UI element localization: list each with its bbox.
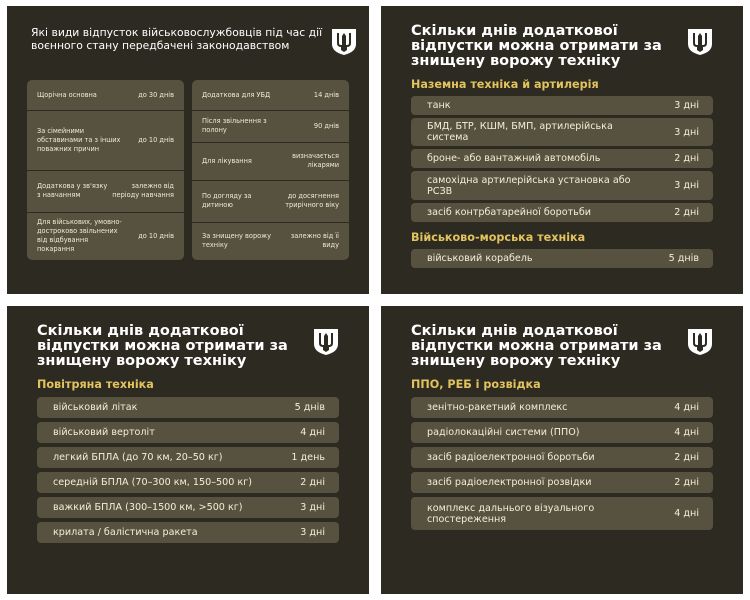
list-item [192,114,349,138]
item-value: 5 днів [294,402,325,413]
item-label: зенітно-ракетний комплекс [427,402,568,413]
item-value: 2 дні [674,452,699,463]
panel-title: Скільки днів додаткової відпустки можна отримати за знищену ворожу техніку [411,323,662,369]
item-value: 4 дні [674,402,699,413]
list-item [411,397,713,418]
item-label: Для лікування [202,156,252,165]
item-label: По догляду за дитиною [202,192,252,209]
list-item [411,472,713,493]
trident-emblem-icon [331,28,357,56]
panel-title: Скільки днів додаткової відпустки можна отримати за знищену ворожу техніку [37,323,288,369]
item-value: залежно від періоду навчання [112,182,174,199]
list-item [411,171,713,200]
item-label: засіб радіоелектронної боротьби [427,452,595,463]
list-item [192,86,349,104]
item-label: комплекс дальнього візуального спостереження [427,502,595,525]
list-item [27,86,184,104]
item-label: важкий БПЛА (300–1500 км, >500 кг) [53,502,243,513]
item-value: 3 дні [674,126,699,138]
item-value: визначається лікарями [292,152,339,169]
item-value: 90 днів [313,121,339,130]
item-value: 3 дні [674,180,699,191]
section-heading: ППО, РЕБ і розвідка [411,378,541,391]
list-item [37,422,339,443]
list-item [192,146,349,176]
item-value: 14 днів [313,90,339,99]
panel-title: Скільки днів додаткової відпустки можна отримати за знищену ворожу техніку [411,23,662,69]
item-value: 4 дні [674,427,699,438]
item-value: до досягнення трирічного віку [285,192,339,209]
trident-emblem-icon [687,28,713,56]
item-label: Щорічна основна [37,90,97,99]
list-item [37,497,339,518]
item-value: 4 дні [300,427,325,438]
item-label: військовий вертоліт [53,427,155,438]
item-value: 3 дні [300,502,325,513]
item-label: Після звільнення з полону [202,117,267,134]
list-item [411,249,713,268]
item-value: 2 дні [300,477,325,488]
item-label: танк [427,100,451,111]
panel-air [7,306,369,594]
item-label: самохідна артилерійська установка або РСЗВ [427,174,631,197]
item-label: Додаткова для УБД [202,90,271,99]
panel-ground-naval [381,6,743,294]
item-value: 2 дні [674,477,699,488]
item-label: БМД, БТР, КШМ, БМП, артилерійська система [427,121,613,143]
list-item [37,522,339,543]
section-heading: Наземна техніка й артилерія [411,78,599,91]
item-value: до 10 днів [138,231,174,240]
trident-emblem-icon [313,328,339,356]
item-value: 3 дні [300,527,325,538]
item-label: радіолокаційні системи (ППО) [427,427,580,438]
panel-leave-types [7,6,369,294]
item-value: 2 дні [674,153,699,164]
list-item [192,226,349,256]
section-heading: Військово-морська техніка [411,231,586,244]
item-label: За сімейними обставинами та з інших поважних причин [37,126,121,153]
item-value: залежно від її виду [290,232,339,249]
item-value: 3 дні [674,100,699,111]
list-item [411,118,713,146]
item-label: легкий БПЛА (до 70 км, 20–50 кг) [53,452,223,463]
list-item [411,149,713,168]
list-item [27,174,184,208]
item-value: 4 дні [674,508,699,519]
item-label: крилата / балістична ракета [53,527,198,538]
list-item [37,397,339,418]
item-label: засіб радіоелектронної розвідки [427,477,592,488]
card-right [192,80,349,260]
item-label: засіб контрбатарейної боротьби [427,207,591,218]
section-heading: Повітряна техніка [37,378,154,391]
item-value: 1 день [291,452,325,463]
list-item [411,203,713,222]
item-label: військовий корабель [427,253,533,264]
list-item [411,447,713,468]
list-item [37,447,339,468]
item-value: 5 днів [668,253,699,264]
list-item [411,96,713,115]
list-item [27,216,184,256]
list-item [192,184,349,218]
item-value: до 30 днів [138,90,174,99]
list-item [411,422,713,443]
list-item [411,497,713,530]
list-item [27,114,184,166]
trident-emblem-icon [687,328,713,356]
item-label: середній БПЛА (70–300 км, 150–500 кг) [53,477,252,488]
panel-title: Які види відпусток військовослужбовців під час дії воєнного стану передбачені законодавством [31,26,323,52]
item-label: броне- або вантажний автомобіль [427,153,601,164]
panel-air-defense [381,306,743,594]
item-label: За знищену ворожу техніку [202,232,272,249]
item-label: Додаткова у зв'язку з навчанням [37,182,108,199]
item-value: 2 дні [674,207,699,218]
item-label: військовий літак [53,402,138,413]
card-left [27,80,184,260]
item-value: до 10 днів [138,135,174,144]
list-item [37,472,339,493]
item-label: Для військових, умовно-достроково звільнених від відбування покарання [37,218,122,253]
